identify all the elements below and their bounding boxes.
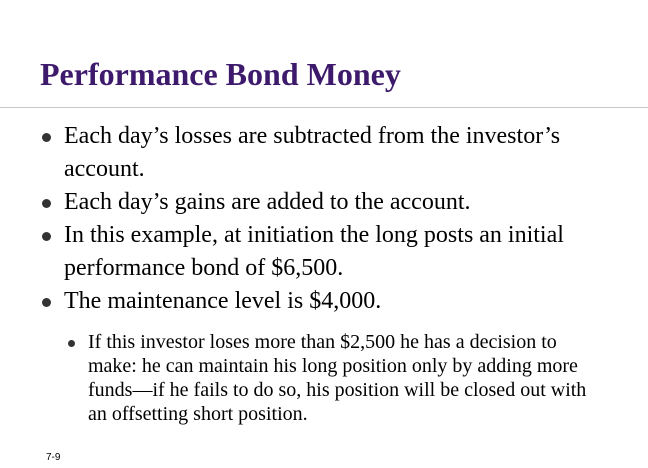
- bullet-text: Each day’s losses are subtracted from the investor’s account.: [64, 123, 561, 182]
- bullet-dot-icon: [42, 232, 51, 241]
- bullet-list: [0, 120, 648, 318]
- bullet-item: [0, 219, 648, 285]
- sub-bullet-item: [0, 330, 648, 426]
- bullet-item: [0, 120, 648, 186]
- bullet-dot-icon: [42, 199, 51, 208]
- bullet-dot-icon: [42, 298, 51, 307]
- slide-title: Performance Bond Money: [40, 56, 401, 92]
- slide-number: 7-9: [46, 452, 61, 463]
- sub-bullet-dot-icon: [68, 340, 75, 347]
- bullet-item: [0, 186, 648, 219]
- sub-bullet-text: If this investor loses more than $2,500 he has a decision to make: he can maintain his long position only by adding more funds—if he fails to do so, his position will be closed out with an offsetting short position.: [88, 331, 587, 425]
- bullet-text: The maintenance level is $4,000.: [64, 288, 382, 314]
- bullet-dot-icon: [42, 133, 51, 142]
- title-divider: [0, 107, 648, 108]
- bullet-text: Each day’s gains are added to the account.: [64, 189, 471, 215]
- sub-bullet-list: [0, 330, 648, 426]
- bullet-item: [0, 285, 648, 318]
- bullet-text: In this example, at initiation the long posts an initial performance bond of $6,500.: [64, 222, 564, 281]
